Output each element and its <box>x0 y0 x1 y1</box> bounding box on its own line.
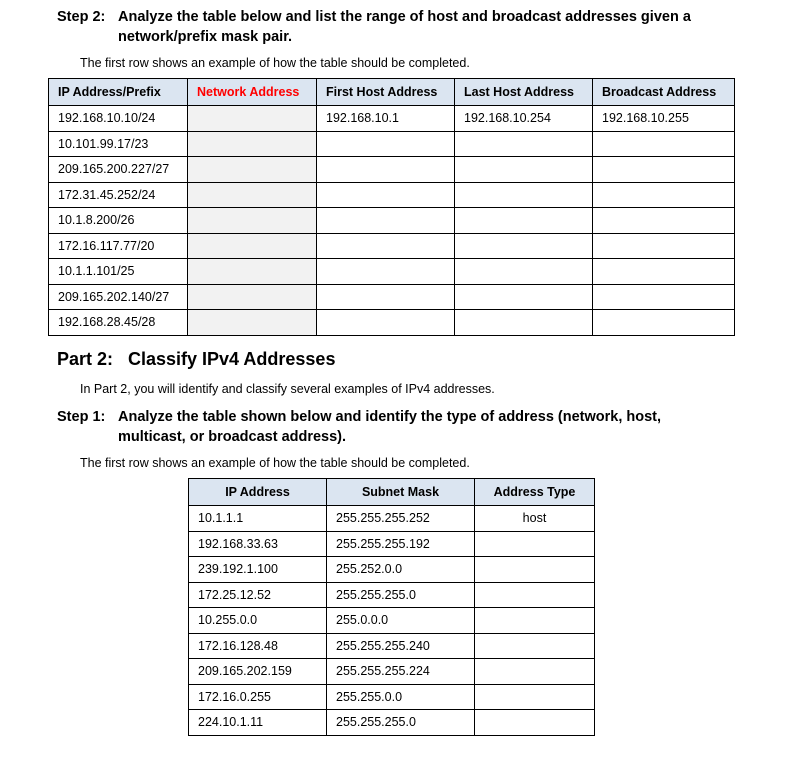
host-range-table <box>48 78 735 336</box>
table-row <box>49 233 735 259</box>
table-header-row <box>189 479 595 506</box>
table-cell <box>188 157 317 183</box>
table-cell: 255.255.255.240 <box>327 633 475 659</box>
table-cell <box>188 284 317 310</box>
table-cell: 10.255.0.0 <box>189 608 327 634</box>
table-cell <box>317 182 455 208</box>
table-cell: 255.255.255.0 <box>327 710 475 736</box>
table-cell <box>317 259 455 285</box>
col-header: Last Host Address <box>455 79 593 106</box>
table-cell <box>317 157 455 183</box>
table-cell: 10.101.99.17/23 <box>49 131 188 157</box>
table-cell: 172.16.117.77/20 <box>49 233 188 259</box>
table-cell <box>475 531 595 557</box>
table-cell: 255.255.255.252 <box>327 506 475 532</box>
table-cell <box>188 259 317 285</box>
col-header: Network Address <box>188 79 317 106</box>
table-cell: 192.168.10.255 <box>593 106 735 132</box>
table-cell: 255.252.0.0 <box>327 557 475 583</box>
col-header: Address Type <box>475 479 595 506</box>
col-header: IP Address/Prefix <box>49 79 188 106</box>
table-cell: 224.10.1.11 <box>189 710 327 736</box>
table-cell <box>317 310 455 336</box>
step-number: Step 2: <box>57 9 106 25</box>
table-cell: 209.165.202.159 <box>189 659 327 685</box>
table-cell <box>593 284 735 310</box>
table-cell <box>593 310 735 336</box>
table-row <box>189 582 595 608</box>
step2-heading <box>57 7 691 47</box>
instruction-note: The first row shows an example of how the table should be completed. <box>80 456 470 470</box>
table-cell <box>475 684 595 710</box>
table-row <box>189 531 595 557</box>
part-number: Part 2: <box>57 349 114 369</box>
table-cell: 192.168.28.45/28 <box>49 310 188 336</box>
table-cell: 10.1.8.200/26 <box>49 208 188 234</box>
col-header: Subnet Mask <box>327 479 475 506</box>
table-cell <box>317 131 455 157</box>
table-cell: 192.168.33.63 <box>189 531 327 557</box>
table-row <box>49 182 735 208</box>
table-cell <box>455 208 593 234</box>
table-row <box>49 259 735 285</box>
table-cell <box>475 710 595 736</box>
table-cell <box>317 208 455 234</box>
table-cell <box>455 182 593 208</box>
part-title: Classify IPv4 Addresses <box>128 349 336 369</box>
step-text-line1: Analyze the table shown below and identify the type of address (network, host, <box>118 409 662 425</box>
table-cell <box>593 259 735 285</box>
table-cell <box>475 659 595 685</box>
table-cell <box>188 208 317 234</box>
table-cell <box>455 310 593 336</box>
table-cell <box>188 182 317 208</box>
table-cell: 255.0.0.0 <box>327 608 475 634</box>
part2-heading <box>57 349 335 370</box>
table-cell <box>188 310 317 336</box>
table-cell: host <box>475 506 595 532</box>
table-cell <box>188 233 317 259</box>
table-cell <box>475 608 595 634</box>
table-cell: 10.1.1.101/25 <box>49 259 188 285</box>
table-cell <box>455 157 593 183</box>
table-cell: 255.255.255.0 <box>327 582 475 608</box>
table-cell: 192.168.10.1 <box>317 106 455 132</box>
table-cell <box>455 259 593 285</box>
table-cell <box>593 233 735 259</box>
col-header: First Host Address <box>317 79 455 106</box>
table-cell <box>317 233 455 259</box>
table-cell: 255.255.255.192 <box>327 531 475 557</box>
col-header: IP Address <box>189 479 327 506</box>
table-cell <box>593 131 735 157</box>
table-cell <box>455 284 593 310</box>
table-cell: 239.192.1.100 <box>189 557 327 583</box>
table-row <box>49 208 735 234</box>
table-row <box>189 633 595 659</box>
step-text-line1: Analyze the table below and list the range of host and broadcast addresses given a <box>118 9 691 25</box>
table-cell <box>455 131 593 157</box>
table-cell: 172.25.12.52 <box>189 582 327 608</box>
table-cell: 192.168.10.10/24 <box>49 106 188 132</box>
table-row <box>189 684 595 710</box>
table-row <box>49 106 735 132</box>
table-cell <box>455 233 593 259</box>
instruction-note: The first row shows an example of how the table should be completed. <box>80 56 470 70</box>
address-type-table <box>188 478 595 736</box>
table-cell: 172.16.128.48 <box>189 633 327 659</box>
table-cell <box>593 157 735 183</box>
table-row <box>189 710 595 736</box>
table-cell <box>593 182 735 208</box>
table-row <box>189 608 595 634</box>
table-row <box>189 506 595 532</box>
table-row <box>49 310 735 336</box>
table-cell <box>188 106 317 132</box>
step-number: Step 1: <box>57 409 106 425</box>
table-row <box>189 557 595 583</box>
table-header-row <box>49 79 735 106</box>
step-text-line2: network/prefix mask pair. <box>118 29 293 45</box>
table-cell: 172.16.0.255 <box>189 684 327 710</box>
table-row <box>189 659 595 685</box>
table-cell: 255.255.0.0 <box>327 684 475 710</box>
table-cell <box>188 131 317 157</box>
table-cell: 172.31.45.252/24 <box>49 182 188 208</box>
part2-intro: In Part 2, you will identify and classify several examples of IPv4 addresses. <box>80 382 495 396</box>
table-row <box>49 284 735 310</box>
table-cell: 255.255.255.224 <box>327 659 475 685</box>
col-header: Broadcast Address <box>593 79 735 106</box>
table-cell: 209.165.202.140/27 <box>49 284 188 310</box>
table-cell: 209.165.200.227/27 <box>49 157 188 183</box>
table-cell <box>317 284 455 310</box>
table-cell <box>475 557 595 583</box>
step1-heading <box>57 407 661 447</box>
table-cell: 10.1.1.1 <box>189 506 327 532</box>
table-cell <box>593 208 735 234</box>
table-cell: 192.168.10.254 <box>455 106 593 132</box>
table-cell <box>475 582 595 608</box>
table-row <box>49 157 735 183</box>
step-text-line2: multicast, or broadcast address). <box>118 429 347 445</box>
table-row <box>49 131 735 157</box>
table-cell <box>475 633 595 659</box>
